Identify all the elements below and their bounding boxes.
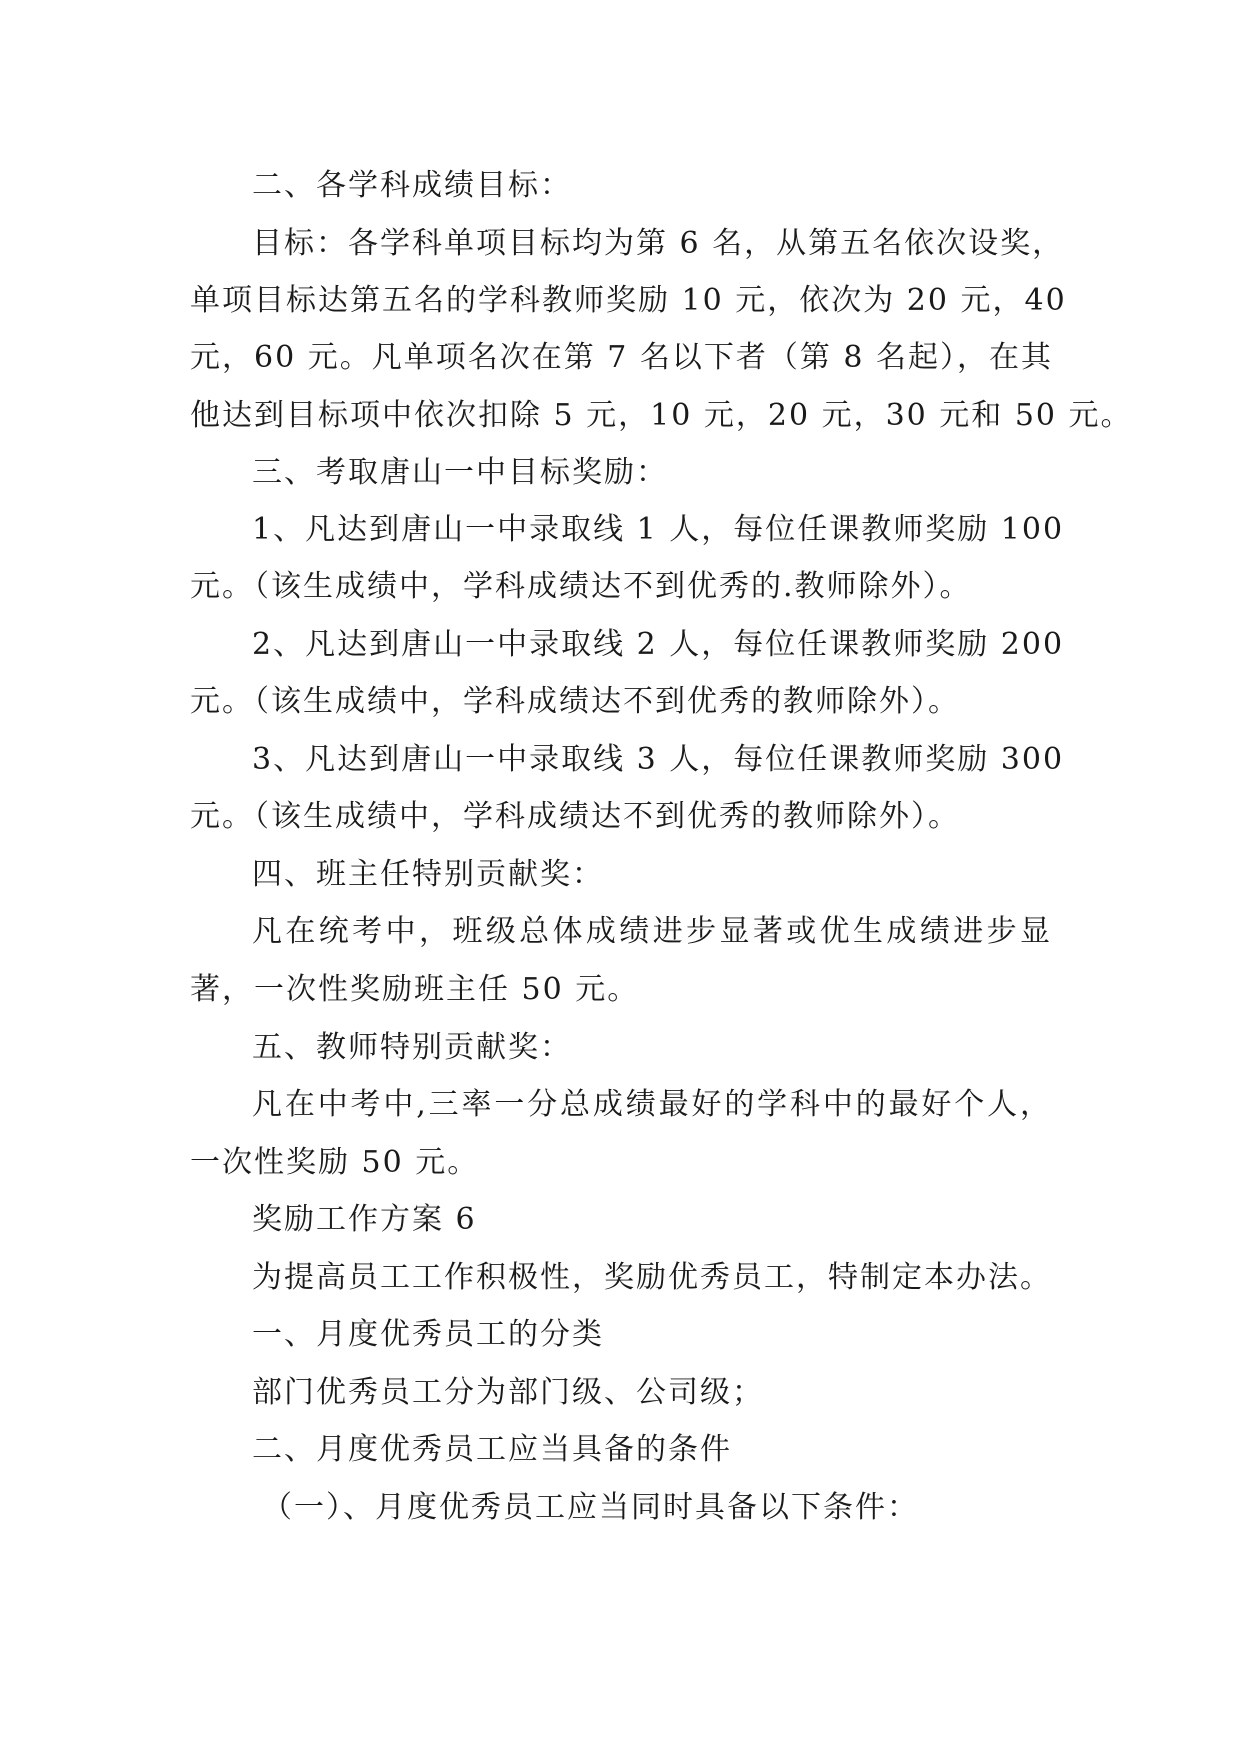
paragraph-line: 3、凡达到唐山一中录取线 3 人，每位任课教师奖励 300	[252, 742, 1065, 777]
paragraph-line: 他达到目标项中依次扣除 5 元，10 元，20 元，30 元和 50 元。	[190, 398, 1133, 433]
paragraph-line: 1、凡达到唐山一中录取线 1 人，每位任课教师奖励 100	[252, 512, 1065, 547]
document-title: 奖励工作方案 6	[252, 1202, 477, 1237]
section-heading: 二、月度优秀员工应当具备的条件	[252, 1432, 732, 1467]
section-heading: 二、各学科成绩目标：	[252, 168, 572, 203]
paragraph-line: 为提高员工工作积极性，奖励优秀员工，特制定本办法。	[252, 1260, 1052, 1295]
paragraph-line: 单项目标达第五名的学科教师奖励 10 元，依次为 20 元，40	[190, 283, 1067, 318]
subsection-heading: （一）、月度优秀员工应当同时具备以下条件：	[262, 1490, 919, 1525]
paragraph-line: 部门优秀员工分为部门级、公司级；	[252, 1375, 764, 1410]
paragraph-line: 2、凡达到唐山一中录取线 2 人，每位任课教师奖励 200	[252, 627, 1065, 662]
section-heading: 五、教师特别贡献奖：	[252, 1030, 572, 1065]
paragraph-line: 目标：各学科单项目标均为第 6 名，从第五名依次设奖，	[252, 226, 1065, 261]
paragraph-line: 著，一次性奖励班主任 50 元。	[190, 972, 640, 1007]
section-heading: 一、月度优秀员工的分类	[252, 1317, 604, 1352]
paragraph-line: 凡在中考中,三率一分总成绩最好的学科中的最好个人，	[252, 1087, 1052, 1122]
section-heading: 三、考取唐山一中目标奖励：	[252, 455, 668, 490]
paragraph-line: 元，60 元。凡单项名次在第 7 名以下者（第 8 名起），在其	[190, 340, 1054, 375]
paragraph-line: 元。（该生成绩中，学科成绩达不到优秀的教师除外）。	[190, 684, 960, 719]
paragraph-line: 元。（该生成绩中，学科成绩达不到优秀的.教师除外）。	[190, 569, 972, 604]
paragraph-line: 凡在统考中，班级总体成绩进步显著或优生成绩进步显	[252, 914, 1052, 949]
section-heading: 四、班主任特别贡献奖：	[252, 857, 604, 892]
paragraph-line: 元。（该生成绩中，学科成绩达不到优秀的教师除外）。	[190, 799, 960, 834]
paragraph-line: 一次性奖励 50 元。	[190, 1145, 480, 1180]
